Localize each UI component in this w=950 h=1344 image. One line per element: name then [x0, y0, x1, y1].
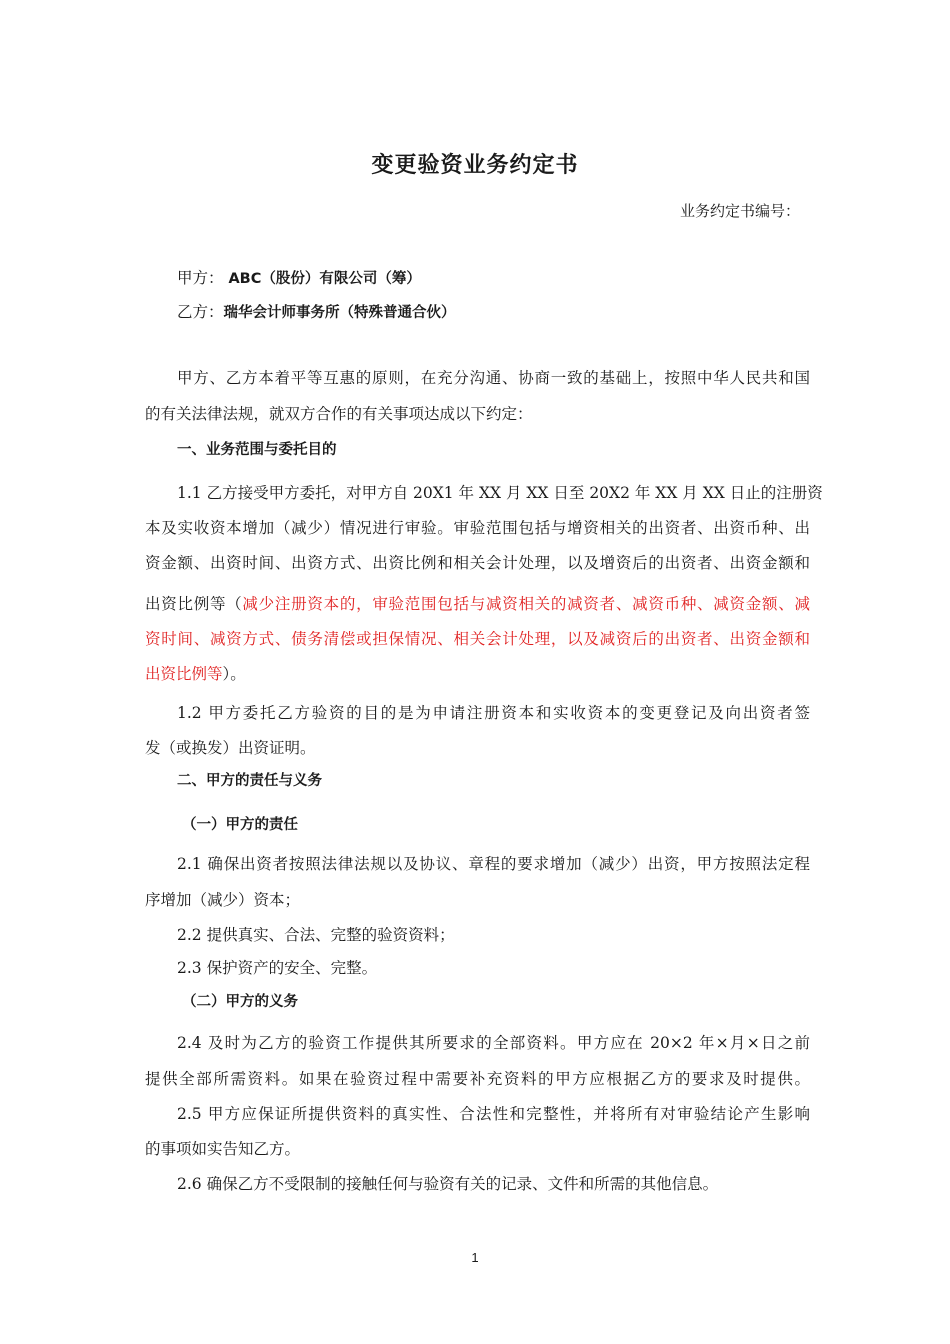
para-1-1-line-6-black: ）。 [222, 665, 246, 683]
para-2-2: 2.2 提供真实、合法、完整的验资资料； [177, 926, 455, 944]
para-2-4-line-2: 提供全部所需资料。如果在验资过程中需要补充资料的甲方应根据乙方的要求及时提供。 [145, 1070, 810, 1088]
subsection-1-heading: （一）甲方的责任 [182, 817, 298, 833]
party-b-label: 乙方： [177, 303, 224, 321]
para-1-1-line-1: 1.1 乙方接受甲方委托，对甲方自 20X1 年 XX 月 XX 日至 20X2 年 XX 月 XX 日止的注册资 [177, 484, 823, 502]
para-1-2-line-2: 发（或换发）出资证明。 [145, 739, 316, 757]
para-1-1-line-5: 资时间、减资方式、债务清偿或担保情况、相关会计处理，以及减资后的出资者、出资金额和 [145, 630, 810, 648]
page-number: 1 [471, 1250, 479, 1265]
para-1-1-line-6 [145, 664, 810, 684]
para-2-4-line-1: 2.4 及时为乙方的验资工作提供其所要求的全部资料。甲方应在 20×2 年×月×日之前 [177, 1034, 810, 1052]
para-1-1-line-3: 资金额、出资时间、出资方式、出资比例和相关会计处理，以及增资后的出资者、出资金额和 [145, 554, 810, 572]
intro-line-2: 的有关法律法规，就双方合作的有关事项达成以下约定： [145, 405, 533, 423]
party-a-value: ABC（股份）有限公司（筹） [228, 271, 421, 287]
para-1-1-line-4-red: 减少注册资本的，审验范围包括与减资相关的减资者、减资币种、减资金额、减 [242, 595, 810, 613]
para-2-5-line-1: 2.5 甲方应保证所提供资料的真实性、合法性和完整性，并将所有对审验结论产生影响 [177, 1105, 810, 1123]
intro-line-1: 甲方、乙方本着平等互惠的原则，在充分沟通、协商一致的基础上，按照中华人民共和国 [177, 369, 810, 387]
contract-number-label: 业务约定书编号： [679, 202, 800, 220]
para-2-3: 2.3 保护资产的安全、完整。 [177, 959, 378, 977]
subsection-2-heading: （二）甲方的义务 [182, 994, 298, 1010]
para-2-1-line-2: 序增加（减少）资本； [145, 891, 301, 909]
para-1-1-line-2: 本及实收资本增加（减少）情况进行审验。审验范围包括与增资相关的出资者、出资币种、出 [145, 519, 810, 537]
para-1-1-line-4 [145, 594, 810, 614]
section-2-heading: 二、甲方的责任与义务 [177, 773, 322, 789]
party-b-value: 瑞华会计师事务所（特殊普通合伙） [223, 305, 456, 321]
document-title: 变更验资业务约定书 [371, 153, 579, 178]
party-a-label: 甲方： [177, 269, 224, 287]
section-1-heading: 一、业务范围与委托目的 [177, 442, 337, 458]
para-2-1-line-1: 2.1 确保出资者按照法律法规以及协议、章程的要求增加（减少）出资，甲方按照法定程 [177, 855, 810, 873]
party-a [177, 268, 810, 289]
para-1-1-line-4-black: 出资比例等（ [145, 595, 243, 613]
para-2-6: 2.6 确保乙方不受限制的接触任何与验资有关的记录、文件和所需的其他信息。 [177, 1175, 719, 1193]
para-1-1-line-6-red: 出资比例等 [145, 665, 223, 683]
party-b [177, 302, 810, 323]
para-1-2-line-1: 1.2 甲方委托乙方验资的目的是为申请注册资本和实收资本的变更登记及向出资者签 [177, 704, 810, 722]
para-2-5-line-2: 的事项如实告知乙方。 [145, 1140, 301, 1158]
